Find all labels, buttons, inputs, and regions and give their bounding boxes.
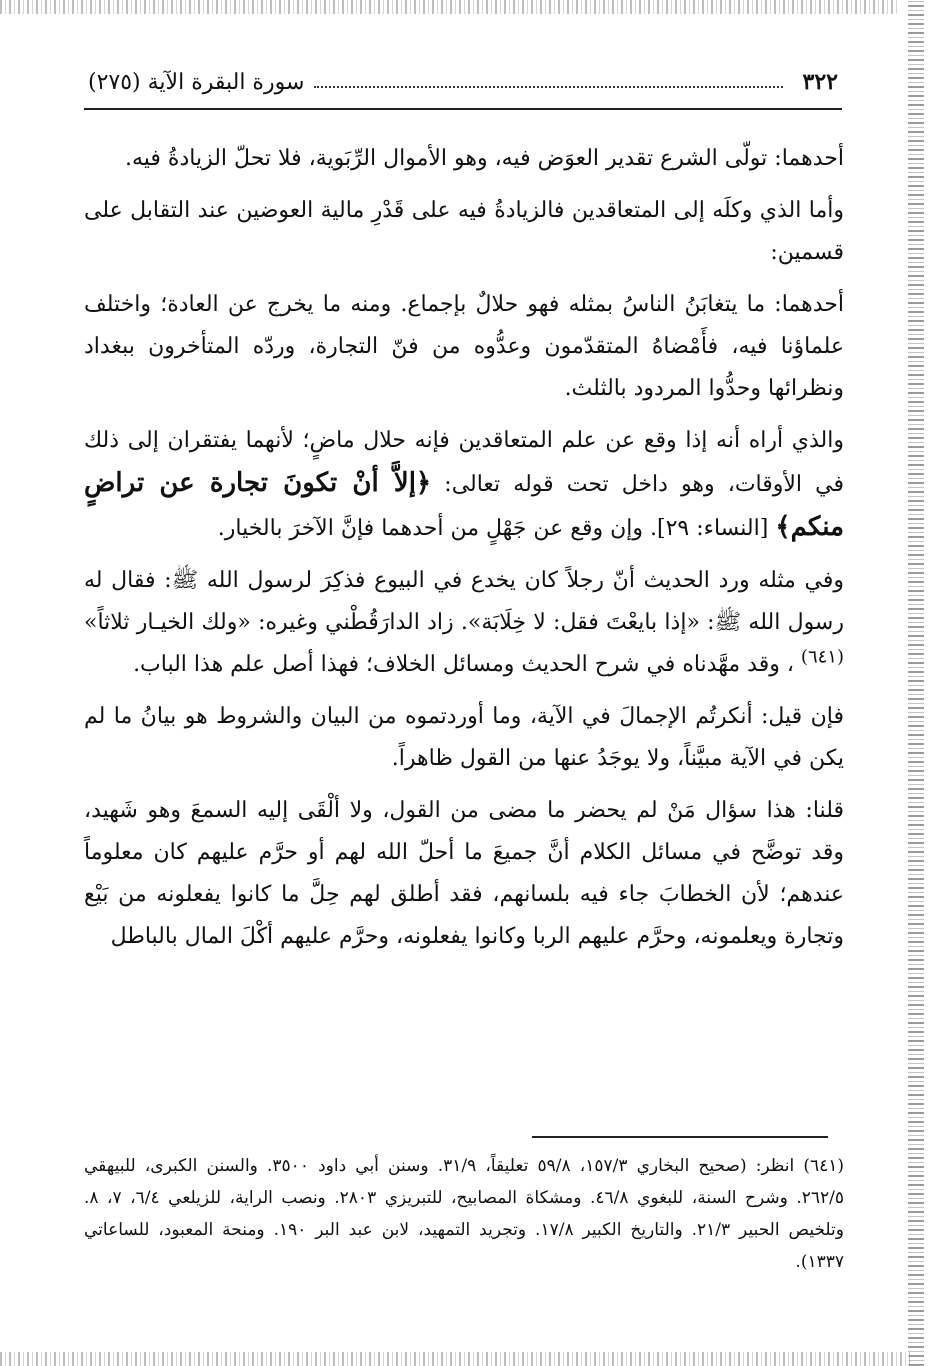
running-title: سورة البقرة الآية (٢٧٥) — [88, 69, 305, 95]
paragraph-5-text: وفي مثله ورد الحديث أنّ رجلاً كان يخدع في البيوع فذكِرَ لرسول الله ﷺ: فقال له رسول الله ﷺ: «إذا بايعْتَ فقل: لا خِلَابَة». زاد الدارَقُطْني وغيره: «ولك الخيـار ثلاثاً» — [84, 568, 844, 635]
top-ornamental-border — [0, 0, 900, 14]
paragraph-5 — [84, 560, 844, 686]
paragraph-5-tail: ، وقد مهَّدناه في شرح الحديث ومسائل الخلاف؛ فهذا أصل علم هذا الباب. — [133, 652, 794, 677]
page-number: ٣٢٢ — [802, 69, 838, 95]
page-header — [88, 62, 838, 102]
footnote-text: (٦٤١) انظر: (صحيح البخاري ١٥٧/٣، ٥٩/٨ تعليقاً، ٣١/٩. وسنن أبي داود ٣٥٠٠. والسنن الكبرى، للبيهقي ٢٦٢/٥. وشرح السنة، للبغوي ٤٦/٨. ومشكاة المصابيح، للتبريزي ٢٨٠٣. ونصب الراية، للزيلعي ٦/٤، ٧، ٨. وتلخيص الحبير ٢١/٣. والتاريخ الكبير ١٧/٨. وتجريد التمهيد، لابن عبد البر ١٩٠. ومنحة المعبود، للساعاتي ١٣٣٧). — [84, 1156, 845, 1272]
paragraph-1: أحدهما: تولّى الشرع تقدير العوَض فيه، وهو الأموال الرِّبَوية، فلا تحلّ الزيادةُ فيه. — [125, 146, 844, 171]
paragraph-4 — [84, 420, 844, 550]
header-dot-leader — [314, 76, 782, 88]
paragraph-4-before: والذي أراه أنه إذا وقع عن علم المتعاقدين فإنه حلال ماضٍ؛ لأنهما يفتقران إلى ذلك في الأوقات، وهو داخل تحت قوله تعالى: — [84, 428, 844, 497]
right-ornamental-border — [908, 0, 924, 1366]
paragraph-2: وأما الذي وكلَه إلى المتعاقدين فالزيادةُ فيه على قَدْرِ مالية العوضين عند التقابل على قسمين: — [84, 198, 844, 265]
main-text — [84, 138, 844, 968]
footnote-rule — [532, 1136, 828, 1138]
paragraph-7: قلنا: هذا سؤال مَنْ لم يحضر ما مضى من القول، ولا ألْقَى إليه السمعَ وهو شَهيد، وقد توضَّح في مسائل الكلام أنَّ جميعَ ما أحلّ الله لهم أو حرَّم عليهم كان معلوماً عندهم؛ لأن الخطابَ جاء فيه بلسانهم، فقد أطلق لهم حِلَّ ما كانوا يفعلونه من بَيْع وتجارة ويعلمونه، وحرَّم عليهم الربا وكانوا يفعلونه، وحرَّم عليهم أكْلَ المال بالباطل — [84, 798, 844, 949]
footnote-reference: (٦٤١) — [800, 646, 844, 668]
quran-verse: ﴿إلاَّ أنْ تكونَ تجارة عن تراضٍ منكم﴾ — [84, 468, 844, 542]
paragraph-3: أحدهما: ما يتغابَنُ الناسُ بمثله فهو حلالٌ بإجماع. ومنه ما يخرج عن العادة؛ واختلف علماؤنا فيه، فأَمْضاهُ المتقدّمون وعدُّوه من فنّ التجارة، وردّه المتأخرون ببغداد ونظرائها وحدُّوا المردود بالثلث. — [84, 292, 844, 401]
header-rule — [84, 108, 842, 110]
paragraph-4-after: [النساء: ٢٩]. وإن وقع عن جَهْلٍ من أحدهما فإنَّ الآخرَ بالخيار. — [217, 516, 769, 541]
paragraph-6: فإن قيل: أنكرتُم الإجمالَ في الآية، وما أوردتموه من البيان والشروط هو بيانُ ما لم يكن في الآية مبيَّناً، ولا يوجَدُ عنها من القول ظاهراً. — [84, 704, 844, 771]
bottom-ornamental-border — [0, 1352, 910, 1366]
footnote — [84, 1150, 844, 1278]
